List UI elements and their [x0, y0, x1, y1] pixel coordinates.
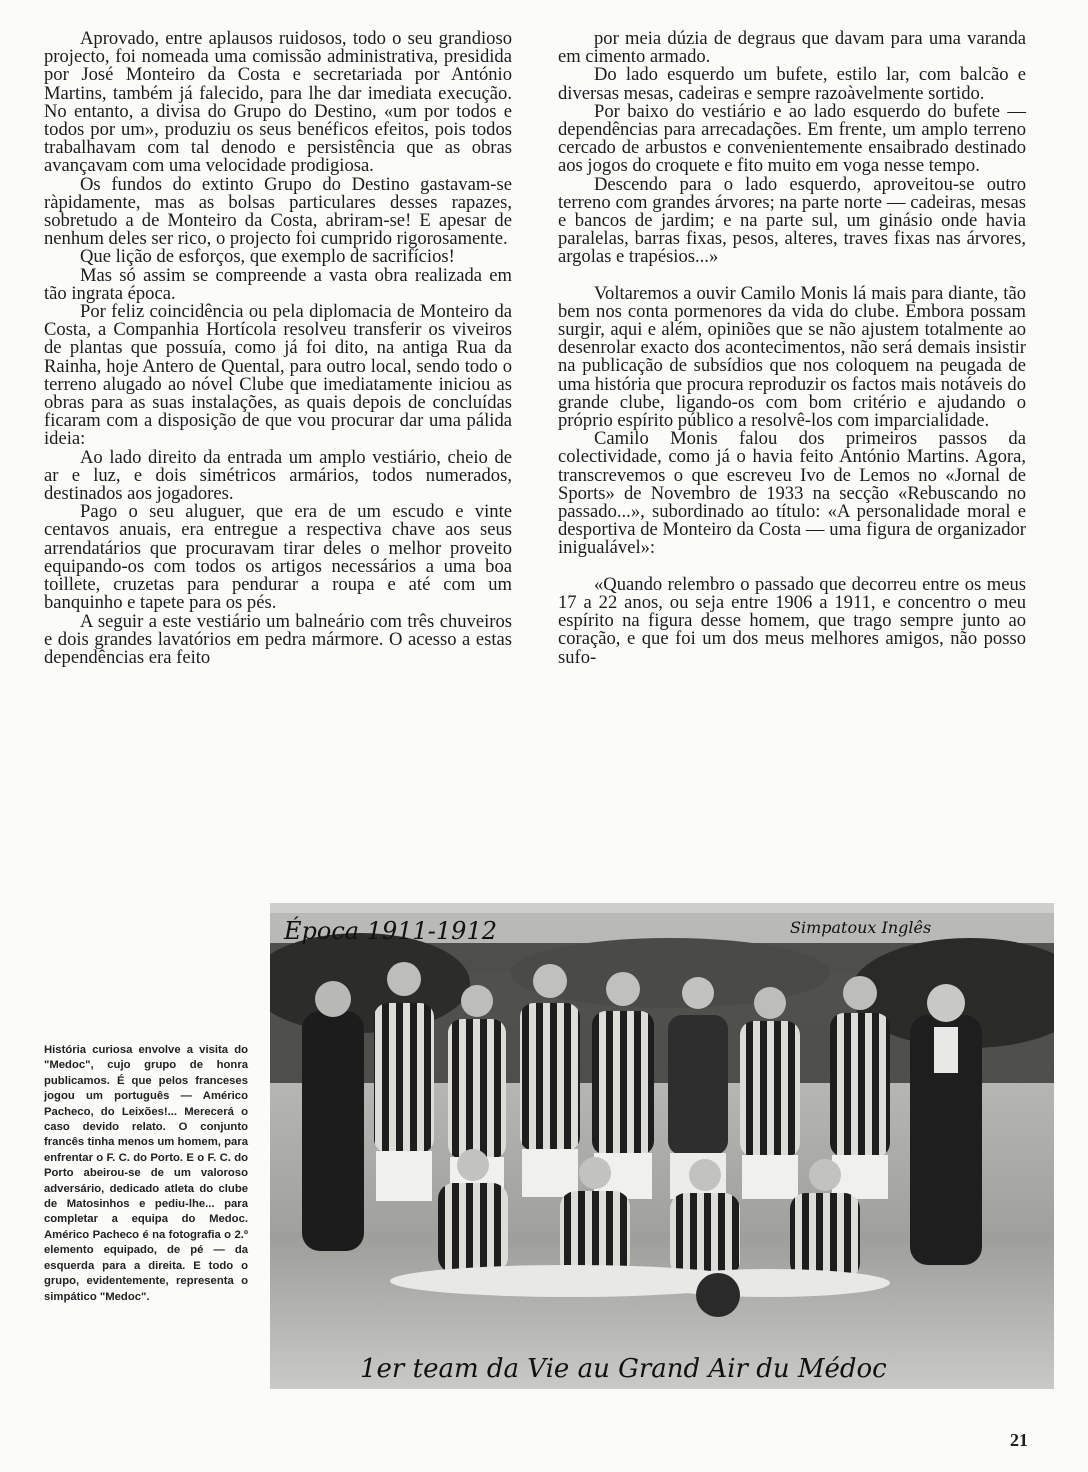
handwritten-dedication: Simpatoux Inglês: [790, 918, 932, 937]
paragraph: A seguir a este vestiário um balneário com três chuveiros e dois grandes lavatórios em pedra mármore. O acesso a estas dependências era feito: [44, 610, 512, 668]
page-number: 21: [1010, 1430, 1028, 1450]
paragraph: Pago o seu aluguer, que era de um escudo e vinte centavos anuais, era entregue a respectiva chave aos seus arrendatários que procuravam tirar deles o melhor proveito equipando-os com todos os artigos necessários a uma boa toillete, cruzetas para pendurar a roupa e até com um banquinho e tapete para os pés.: [44, 501, 512, 614]
handwritten-season: Época 1911-1912: [284, 917, 497, 945]
photo-caption: História curiosa envolve a visita do "Medoc", cujo grupo de honra publicamos. É que pelos franceses jogou um português — Américo Pacheco, do Leixões!... Merecerá o caso devido relato. O conjunto francês tinha menos um homem, para enfrentar o F. C. do Porto. E o F. C. do Porto abeirou-se de um valoroso adversário, dedicado atleta do clube de Matosinhos e pediu-lhe... para completar a equipa do Medoc. Américo Pacheco é na fotografia o 2.º elemento equipado, de pé — da esquerda para a direita. E todo o grupo, evidentemente, representa o simpático "Medoc".: [44, 1044, 248, 1303]
right-text-column: [558, 30, 1026, 667]
left-text-column: [44, 30, 512, 667]
paragraph: por meia dúzia de degraus que davam para uma varanda em cimento armado.: [558, 28, 1026, 68]
paragraph: Por feliz coincidência ou pela diplomacia de Monteiro da Costa, a Companhia Hortícola resolveu transferir os viveiros de plantas que possuía, como já foi dito, na antiga Rua da Rainha, hoje Antero de Quental, para outro local, sendo todo o terreno alugado ao nóvel Clube que imediatamente iniciou as obras para as suas instalações, as quais depois de concluídas ficaram com a disposição de que vou procurar dar uma pálida ideia:: [44, 301, 512, 450]
paragraph: Aprovado, entre aplausos ruidosos, todo o seu grandioso projecto, foi nomeada uma comissão administrativa, presidida por José Monteiro da Costa e secretariada por António Martins, também já falecido, para lhe dar imediata execução. No entanto, a divisa do Grupo do Destino, «um por todos e todos por um», produziu os seus benéficos efeitos, pois todos trabalhavam com tal denodo e persistência que as obras avançavam com uma velocidade prodigiosa.: [44, 28, 512, 177]
football-icon: [696, 1273, 740, 1317]
paragraph: Camilo Monis falou dos primeiros passos da colectividade, como já o havia feito António Martins. Agora, transcrevemos o que escreveu Ivo de Lemos no «Jornal de Sports» de Novembro de 1933 na secção «Rebuscando no passado...», subordinado ao título: «A personalidade moral e desportiva de Monteiro da Costa — uma figura de organizador inigualável»:: [558, 428, 1026, 559]
paragraph: Voltaremos a ouvir Camilo Monis lá mais para diante, tão bem nos conta pormenores da vida do clube. Embora possam surgir, aqui e além, opiniões que se não ajustem totalmente ao desenrolar exacto dos acontecimentos, não será demais insistir na publicação de subsídios que nos coloquem na peugada de uma história que procura reproduzir os factos mais notáveis do grande clube, ligando-os com bom critério e ajudando o próprio espírito público a resolvê-los com imparcialidade.: [558, 282, 1026, 432]
paragraph: Ao lado direito da entrada um amplo vestiário, cheio de ar e luz, e dois simétricos armários, todos numerados, destinados aos jogadores.: [44, 446, 512, 505]
paragraph: Descendo para o lado esquerdo, aproveitou-se outro terreno com grandes árvores; na parte norte — cadeiras, mesas e bancos de jardim; e na parte sul, um ginásio onde havia paralelas, barras fixas, pesos, alteres, traves fixas nas árvores, argolas e trapésios...»: [558, 173, 1026, 268]
paragraph: Do lado esquerdo um bufete, estilo lar, com balcão e diversas mesas, cadeiras e sempre razoàvelmente sortido.: [558, 64, 1026, 104]
handwritten-team-name: 1er team da Vie au Grand Air du Médoc: [360, 1354, 887, 1384]
paragraph: Mas só assim se compreende a vasta obra realizada em tão ingrata época.: [44, 264, 512, 304]
paragraph: Que lição de esforços, que exemplo de sacrifícios!: [80, 246, 455, 268]
team-photograph: [270, 903, 1054, 1389]
paragraph: Por baixo do vestiário e ao lado esquerdo do bufete — dependências para arrecadações. Em frente, um amplo terreno cercado de arbustos e convenientemente ensaibrado destinado aos jogos do croquete e fito muito em voga nesse tempo.: [558, 100, 1026, 177]
quote-paragraph: «Quando relembro o passado que decorreu entre os meus 17 a 22 anos, ou seja entre 1906 a 1911, e concentro o meu espírito na figura desse homem, que trago sempre junto ao coração, e que foi um dos meus melhores amigos, não posso sufo-: [558, 573, 1026, 668]
paragraph: Os fundos do extinto Grupo do Destino gastavam-se ràpidamente, mas as bolsas particulares desses rapazes, sobretudo a de Monteiro da Costa, abriram-se! E apesar de nenhum deles ser rico, o projecto foi cumprido rigorosamente.: [44, 173, 512, 250]
team-photo-illustration: [270, 903, 1054, 1389]
